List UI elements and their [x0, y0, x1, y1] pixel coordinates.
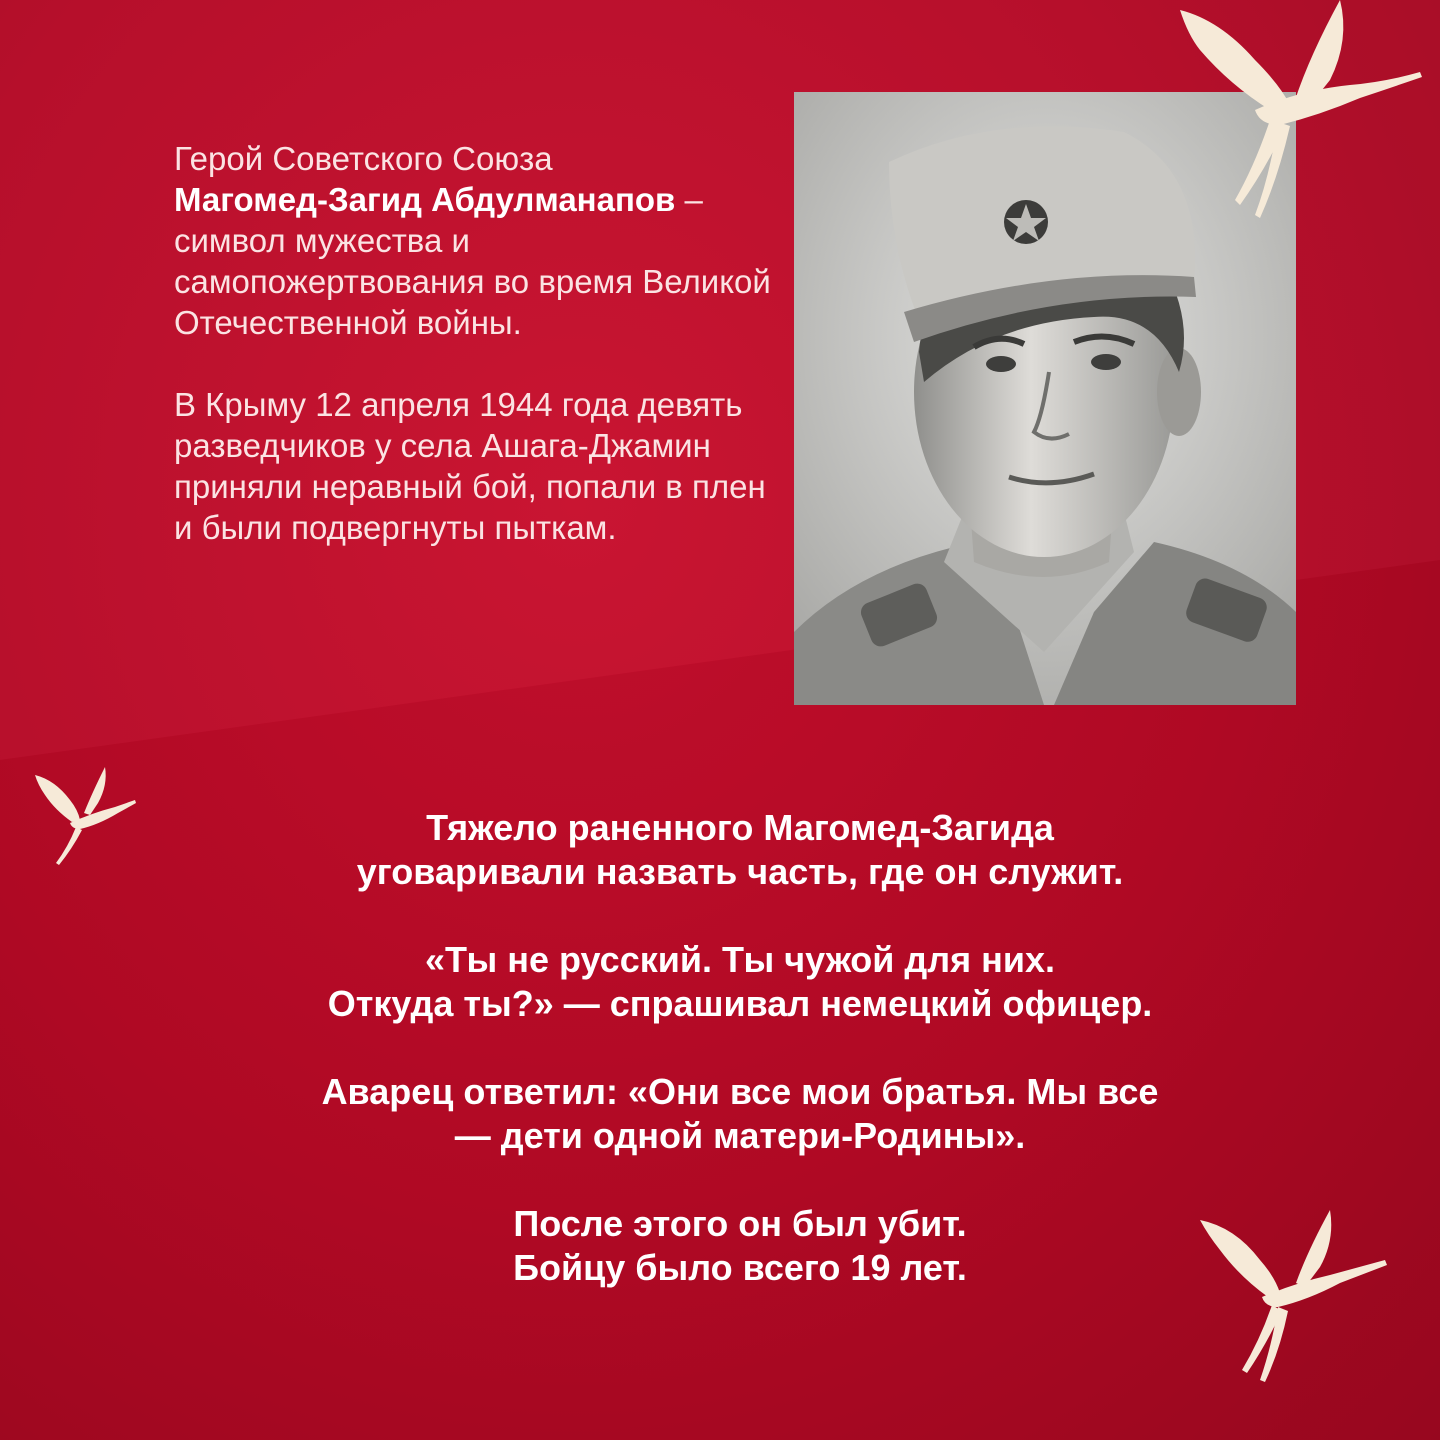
intro-prefix: Герой Советского Союза [174, 140, 553, 177]
hero-name: Магомед-Загид Абдулманапов [174, 181, 676, 218]
story-line: — дети одной матери-Родины». [454, 1115, 1026, 1156]
story-line: Бойцу было всего 19 лет. [513, 1247, 967, 1288]
story-paragraph-3 [190, 1070, 1290, 1158]
story-line: После этого он был убит. [513, 1203, 967, 1244]
story-text [190, 806, 1290, 1334]
story-line: Откуда ты?» — спрашивал немецкий офицер. [327, 983, 1153, 1024]
intro-text [174, 138, 774, 589]
crane-icon [1190, 1205, 1390, 1385]
crane-icon [30, 765, 140, 865]
story-line: «Ты не русский. Ты чужой для них. [424, 939, 1056, 980]
story-line: Тяжело раненного Магомед-Загида [426, 807, 1054, 848]
story-paragraph-1 [190, 806, 1290, 894]
intro-paragraph-1 [174, 138, 774, 343]
intro-paragraph-2: В Крыму 12 апреля 1944 года девять разведчиков у села Ашага-Джамин приняли неравный бой, попали в плен и были подвергнуты пыткам. [174, 386, 766, 546]
story-line: Аварец ответил: «Они все мои братья. Мы все [321, 1071, 1159, 1112]
crane-icon [1160, 0, 1430, 240]
story-line: уговаривали назвать часть, где он служит. [356, 851, 1124, 892]
intro-rest: – символ мужества и самопожертвования во время Великой Отечественной войны. [174, 181, 771, 341]
story-paragraph-4 [190, 1202, 1290, 1290]
story-paragraph-2 [190, 938, 1290, 1026]
